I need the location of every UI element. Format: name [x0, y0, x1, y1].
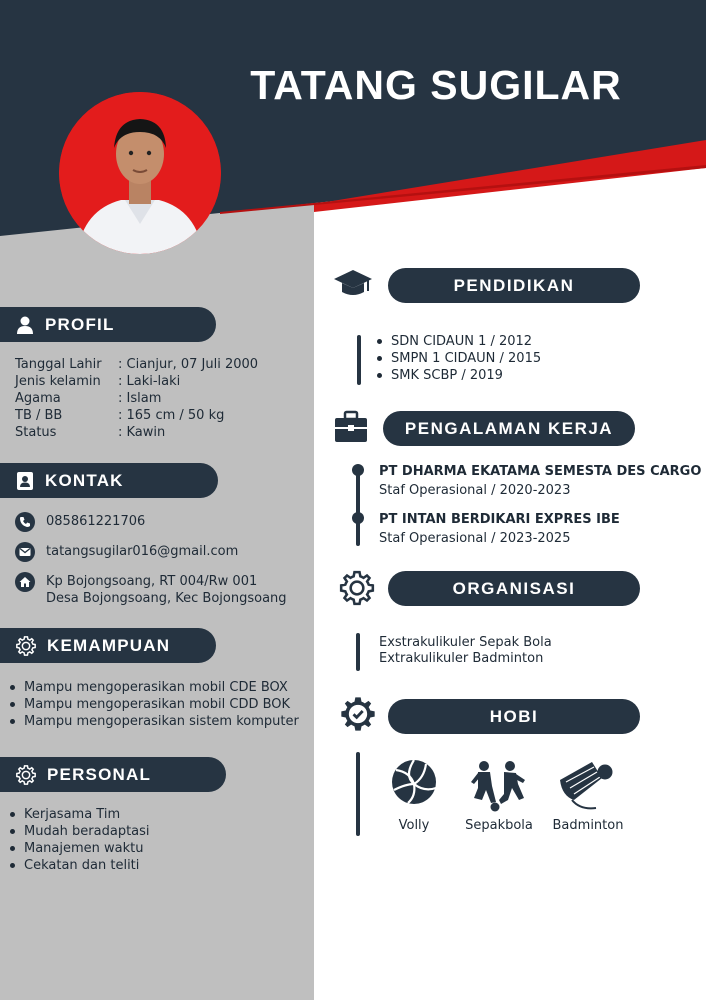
- profil-value: : 165 cm / 50 kg: [118, 408, 225, 423]
- address-line-2: Desa Bojongsoang, Kec Bojongsoang: [46, 591, 287, 606]
- organisasi-item: Extrakulikuler Badminton: [379, 651, 544, 666]
- profil-value: : Cianjur, 07 Juli 2000: [118, 357, 259, 372]
- kemampuan-header: [0, 628, 216, 663]
- personal-title: PERSONAL: [47, 764, 152, 784]
- timeline-bar: [356, 752, 360, 836]
- email-icon: [15, 542, 35, 562]
- profil-header: [0, 307, 216, 342]
- personal-header: [0, 757, 226, 792]
- hobby-label: Volly: [398, 818, 430, 833]
- pengalaman-header: [383, 411, 635, 446]
- list-item: SDN CIDAUN 1 / 2012: [373, 333, 541, 350]
- hobi-header: [388, 699, 640, 734]
- hobi-title: HOBI: [489, 706, 539, 726]
- profil-row: [15, 424, 258, 441]
- organisasi-item: Exstrakulikuler Sepak Bola: [379, 635, 552, 650]
- kemampuan-title: KEMAMPUAN: [47, 635, 171, 655]
- personal-list: [6, 806, 150, 874]
- job-role: Staf Operasional / 2020-2023: [379, 483, 571, 498]
- pendidikan-title: PENDIDIKAN: [453, 275, 575, 295]
- profil-value: : Kawin: [118, 425, 166, 440]
- gear-icon: [338, 569, 376, 607]
- job-company: PT DHARMA EKATAMA SEMESTA DES CARGO: [379, 464, 702, 479]
- profil-title: PROFIL: [45, 314, 115, 334]
- list-item: Mampu mengoperasikan sistem komputer: [6, 713, 299, 730]
- gear-icon: [15, 635, 37, 657]
- profil-row: [15, 390, 258, 407]
- person-icon: [15, 315, 35, 335]
- profil-table: [15, 356, 258, 441]
- timeline-dot: [352, 512, 364, 524]
- hobby-label: Sepakbola: [465, 818, 533, 833]
- organisasi-title: ORGANISASI: [452, 578, 576, 598]
- job-role: Staf Operasional / 2023-2025: [379, 531, 571, 546]
- pendidikan-list: [373, 333, 541, 384]
- phone-icon: [15, 512, 35, 532]
- soccer-players-icon: [468, 760, 528, 812]
- profil-label: Jenis kelamin: [15, 374, 101, 389]
- timeline-bar: [356, 466, 360, 546]
- profile-photo: [59, 92, 221, 254]
- gear-check-icon: [338, 694, 378, 734]
- contact-card-icon: [15, 471, 35, 491]
- volleyball-icon: [390, 758, 438, 806]
- email-address: tatangsugilar016@gmail.com: [46, 544, 239, 559]
- list-item: SMPN 1 CIDAUN / 2015: [373, 350, 541, 367]
- list-item: Mudah beradaptasi: [6, 823, 150, 840]
- person-name: TATANG SUGILAR: [250, 62, 622, 108]
- graduation-cap-icon: [333, 267, 373, 301]
- job-company: PT INTAN BERDIKARI EXPRES IBE: [379, 512, 620, 527]
- kontak-header: [0, 463, 218, 498]
- profil-row: [15, 356, 258, 373]
- list-item: Manajemen waktu: [6, 840, 150, 857]
- kemampuan-list: [6, 679, 299, 730]
- gear-icon: [15, 764, 37, 786]
- profil-label: Status: [15, 425, 57, 440]
- timeline-dot: [352, 464, 364, 476]
- profil-value: : Islam: [118, 391, 162, 406]
- list-item: Mampu mengoperasikan mobil CDD BOK: [6, 696, 299, 713]
- list-item: Cekatan dan teliti: [6, 857, 150, 874]
- pendidikan-header: [388, 268, 640, 303]
- phone-number: 085861221706: [46, 514, 146, 529]
- shuttlecock-icon: [556, 758, 614, 812]
- profil-row: [15, 407, 258, 424]
- hobby-label: Badminton: [552, 818, 624, 833]
- timeline-bar: [356, 633, 360, 671]
- briefcase-icon: [333, 410, 369, 444]
- profil-value: : Laki-laki: [118, 374, 181, 389]
- profil-row: [15, 373, 258, 390]
- pengalaman-title: PENGALAMAN KERJA: [404, 418, 614, 438]
- kontak-title: KONTAK: [45, 470, 124, 490]
- list-item: Kerjasama Tim: [6, 806, 150, 823]
- list-item: Mampu mengoperasikan mobil CDE BOX: [6, 679, 299, 696]
- profil-label: Tanggal Lahir: [15, 357, 102, 372]
- address-line-1: Kp Bojongsoang, RT 004/Rw 001: [46, 574, 258, 589]
- timeline-bar: [357, 335, 361, 385]
- list-item: SMK SCBP / 2019: [373, 367, 541, 384]
- profil-label: Agama: [15, 391, 61, 406]
- person-portrait: [59, 92, 221, 254]
- profil-label: TB / BB: [15, 408, 63, 423]
- organisasi-header: [388, 571, 640, 606]
- home-icon: [15, 572, 35, 592]
